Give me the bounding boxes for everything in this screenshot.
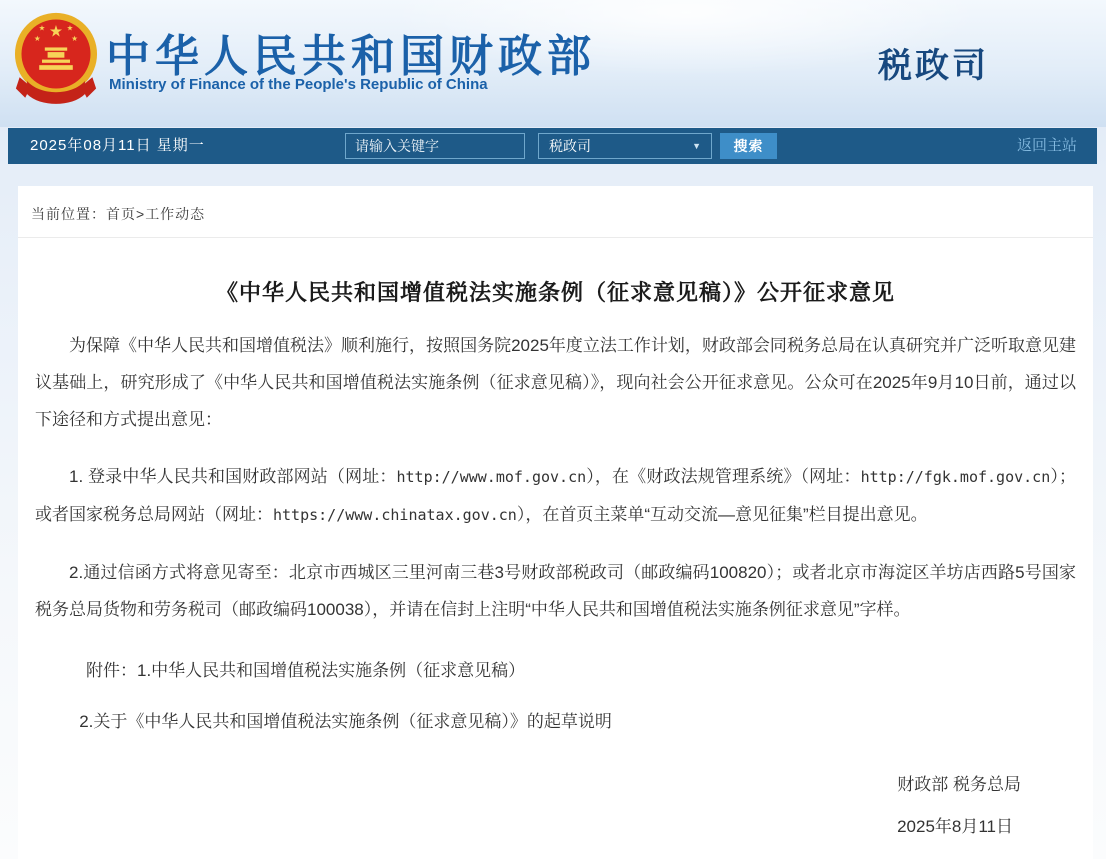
breadcrumb-home-link[interactable]: 首页	[106, 206, 136, 222]
p2-text-1: 1. 登录中华人民共和国财政部网站（网址：	[69, 467, 397, 486]
site-title: 中华人民共和国财政部	[106, 32, 596, 81]
national-emblem-icon	[14, 12, 98, 114]
chevron-down-icon: ▼	[692, 141, 701, 151]
paragraph-mail-channel: 2.通过信函方式将意见寄至：北京市西城区三里河南三巷3号财政部税政司（邮政编码100820）；或者北京市海淀区羊坊店西路5号国家税务总局货物和劳务税司（邮政编码100038），并请在信封上注明“中华人民共和国增值税法实施条例征求意见”字样。	[35, 563, 1076, 619]
site-subtitle: Ministry of Finance of the People's Republic of China	[109, 76, 488, 93]
top-navbar	[8, 128, 1097, 164]
breadcrumb-section-link[interactable]: 工作动态	[145, 206, 206, 222]
department-title: 税政司	[878, 47, 989, 85]
search-scope-select[interactable]	[538, 133, 712, 159]
return-home-link[interactable]: 返回主站	[1016, 137, 1077, 154]
svg-text:★: ★	[38, 23, 46, 33]
content-panel	[18, 186, 1093, 859]
p2-text-3: ）；或者国家税务总局网站（网址：	[35, 467, 1077, 524]
paragraph-online-channels	[35, 458, 1076, 534]
search-input[interactable]	[345, 133, 525, 159]
p2-text-4: ），在首页主菜单“互动交流—意见征集”栏目提出意见。	[516, 505, 928, 524]
breadcrumb-separator: >	[136, 206, 146, 222]
article	[35, 250, 1076, 837]
chinatax-website-url: https://www.chinatax.gov.cn	[273, 506, 517, 524]
breadcrumb-divider	[18, 237, 1093, 238]
current-date: 2025年08月11日 星期一	[30, 137, 205, 154]
breadcrumb	[31, 204, 205, 224]
svg-text:★: ★	[48, 23, 64, 41]
breadcrumb-label: 当前位置：	[31, 206, 106, 222]
paragraph-intro: 为保障《中华人民共和国增值税法》顺利施行，按照国务院2025年度立法工作计划，财政部会同税务总局在认真研究并广泛听取意见建议基础上，研究形成了《中华人民共和国增值税法实施条例（征求意见稿）》，现向社会公开征求意见。公众可在2025年9月10日前，通过以下途径和方式提出意见：	[35, 336, 1076, 429]
attachment-link-1[interactable]: 附件：1.中华人民共和国增值税法实施条例（征求意见稿）	[86, 661, 526, 680]
issuing-authorities: 财政部 税务总局	[897, 775, 1021, 794]
search-button[interactable]: 搜索	[720, 133, 777, 159]
svg-text:★: ★	[34, 33, 41, 43]
search-scope-value: 税政司	[549, 138, 591, 154]
svg-text:★: ★	[66, 23, 74, 33]
article-title: 《中华人民共和国增值税法实施条例（征求意见稿）》公开征求意见	[215, 280, 895, 305]
issue-date: 2025年8月11日	[897, 817, 1013, 836]
p2-text-2: ），在《财政法规管理系统》（网址：	[586, 467, 861, 486]
site-header	[0, 0, 1106, 127]
svg-text:★: ★	[71, 33, 78, 43]
attachment-link-2[interactable]: 2.关于《中华人民共和国增值税法实施条例（征求意见稿）》的起草说明	[79, 712, 612, 731]
mof-website-url: http://www.mof.gov.cn	[396, 468, 587, 486]
fgk-website-url: http://fgk.mof.gov.cn	[860, 468, 1051, 486]
